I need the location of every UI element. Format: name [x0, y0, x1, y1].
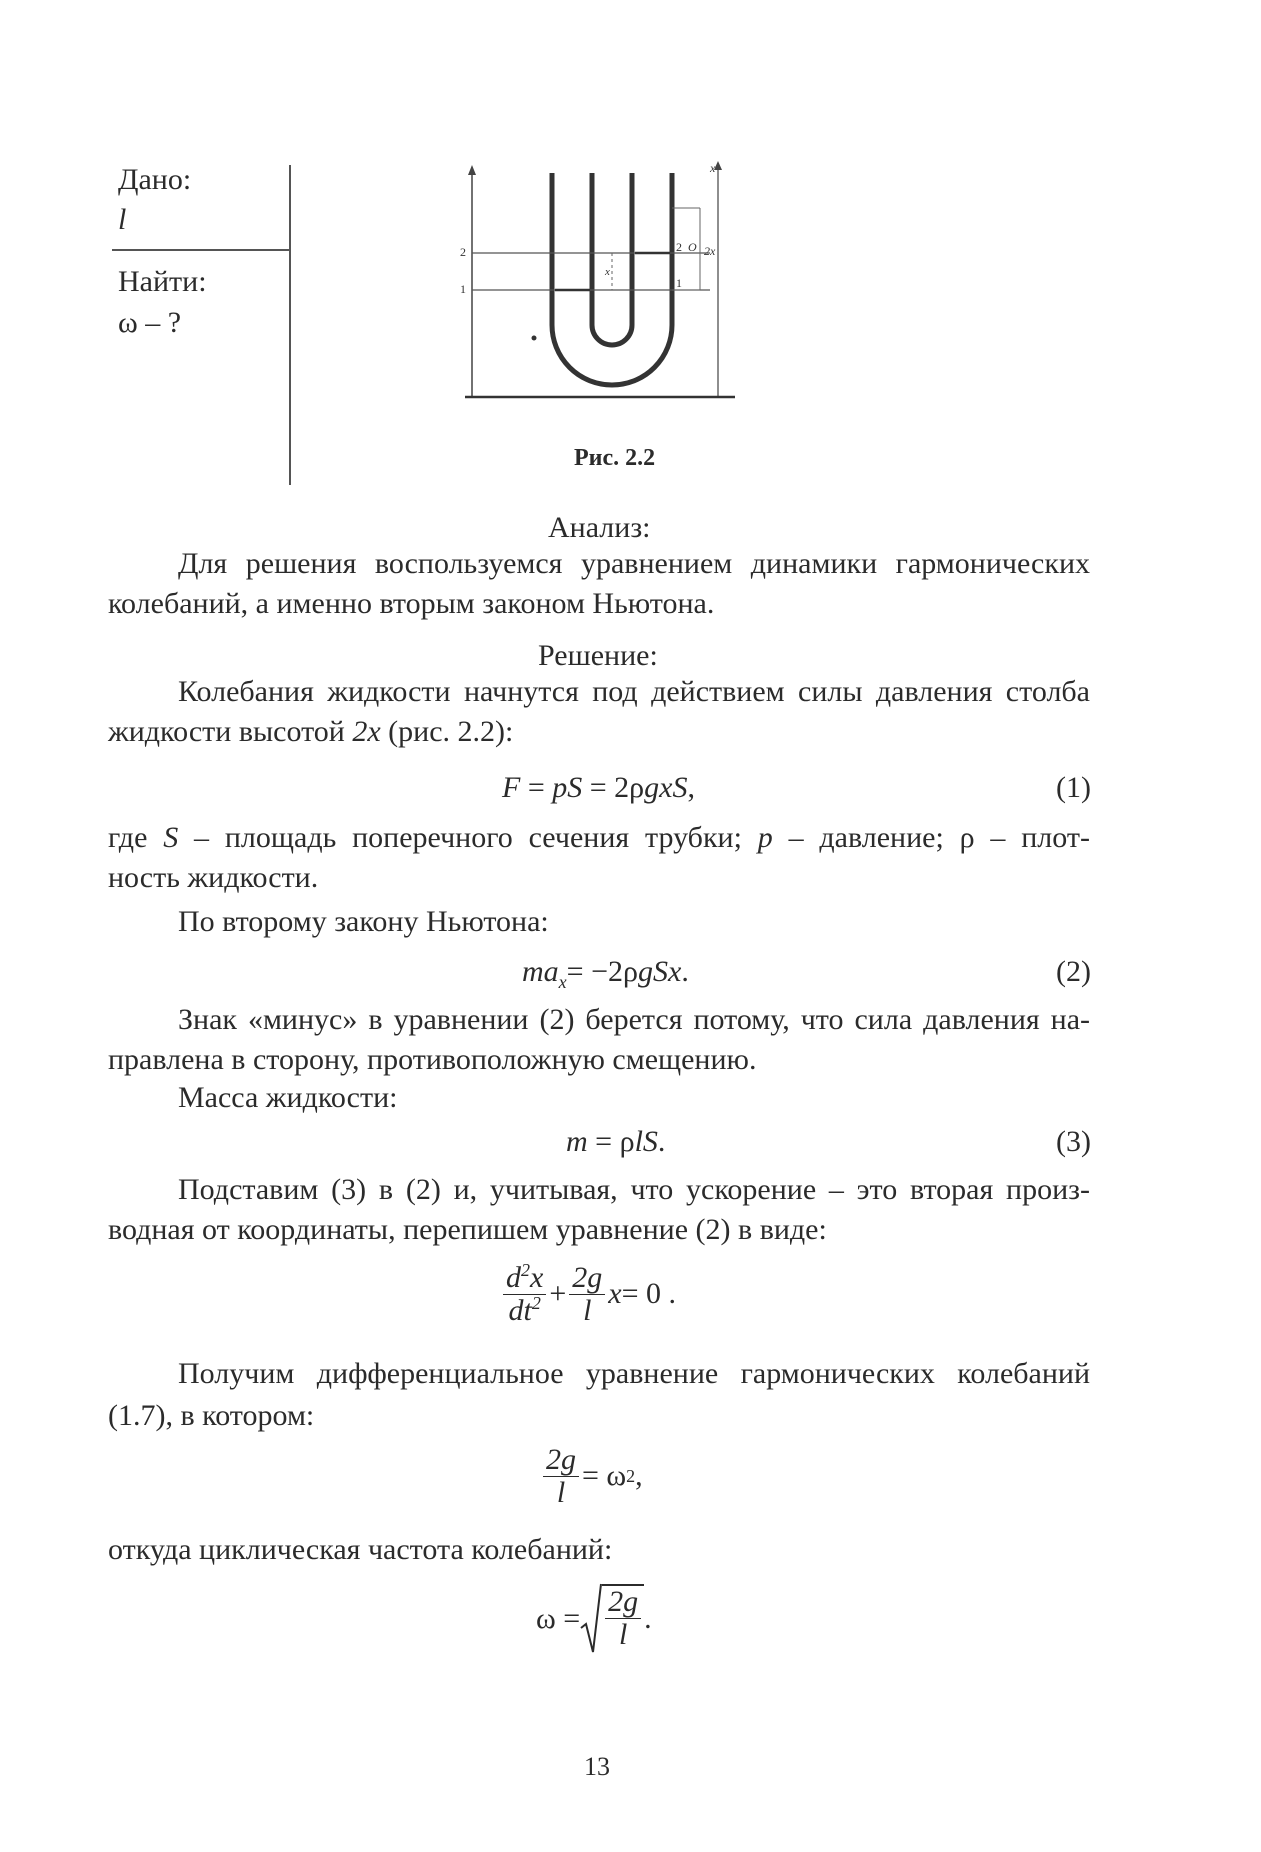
given-value: l	[118, 203, 127, 236]
label-origin: O	[688, 240, 697, 254]
mass-intro: Масса жидкости:	[178, 1081, 398, 1114]
omega-final-equation: ω = $\frac{2g}{l}$ .	[536, 1582, 652, 1656]
label-level-1-right: 1	[676, 276, 682, 290]
sqrt-sign	[580, 1582, 602, 1656]
equation-2-number: (2)	[1056, 955, 1091, 988]
minus-line-1: Знак «минус» в уравнении (2) берется потому, что сила давления на-	[178, 1003, 1090, 1036]
find-header: Найти:	[118, 265, 207, 298]
find-value: ω – ?	[118, 306, 182, 339]
given-vertical-line	[289, 165, 291, 485]
subst-line-1: Подставим (3) в (2) и, учитывая, что ускорение – это вторая произ-	[178, 1173, 1090, 1206]
analysis-line-1: Для решения воспользуемся уравнением динамики гармонических	[178, 547, 1090, 580]
equation-3-number: (3)	[1056, 1125, 1091, 1158]
solution-p1-line-2: жидкости высотой 2x (рис. 2.2):	[108, 715, 514, 748]
u-tube-figure	[460, 155, 740, 415]
figure-caption: Рис. 2.2	[574, 445, 656, 471]
solution-heading: Решение:	[538, 639, 658, 672]
label-x-axis: x	[710, 161, 716, 175]
result-line-1: Получим дифференциальное уравнение гармонических колебаний	[178, 1357, 1090, 1390]
equation-3: m = ρlS.	[566, 1125, 666, 1158]
subst-line-2: водная от координаты, перепишем уравнение (2) в виде:	[108, 1213, 827, 1246]
omega-squared-equation: $\frac{2g}{l}$ = ω 2 ,	[540, 1444, 643, 1508]
given-header: Дано:	[118, 163, 192, 196]
given-divider	[112, 249, 290, 251]
label-level-2-right: 2	[676, 240, 682, 254]
frequency-intro: откуда циклическая частота колебаний:	[108, 1533, 613, 1566]
newton-intro: По второму закону Ньютона:	[178, 905, 549, 938]
equation-2: $ma_x= -2\rho gSx$.	[522, 955, 689, 992]
label-level-2-left: 2	[460, 245, 466, 259]
analysis-heading: Анализ:	[548, 511, 651, 544]
minus-line-2: правлена в сторону, противоположную смещению.	[108, 1043, 757, 1076]
label-level-1-left: 1	[460, 282, 466, 296]
label-height-2x: 2x	[704, 244, 716, 258]
where-line-2: ность жидкости.	[108, 861, 319, 894]
solution-p1-line-1: Колебания жидкости начнутся под действием силы давления столба	[178, 675, 1090, 708]
equation-1: F = pS = 2ρgxS,	[502, 771, 695, 804]
where-line-1: где S – площадь поперечного сечения трубки; p – давление; ρ – плот-	[108, 821, 1090, 854]
equation-1-number: (1)	[1056, 771, 1091, 804]
page-number: 13	[584, 1752, 610, 1781]
differential-equation: $\frac{d^2x}{dt^2}$ + $\frac{2g}{l}$ x = 0 .	[500, 1262, 676, 1326]
result-line-2: (1.7), в котором:	[108, 1399, 315, 1432]
analysis-line-2: колебаний, а именно вторым законом Ньютона.	[108, 587, 715, 620]
label-displacement: x	[605, 266, 610, 278]
